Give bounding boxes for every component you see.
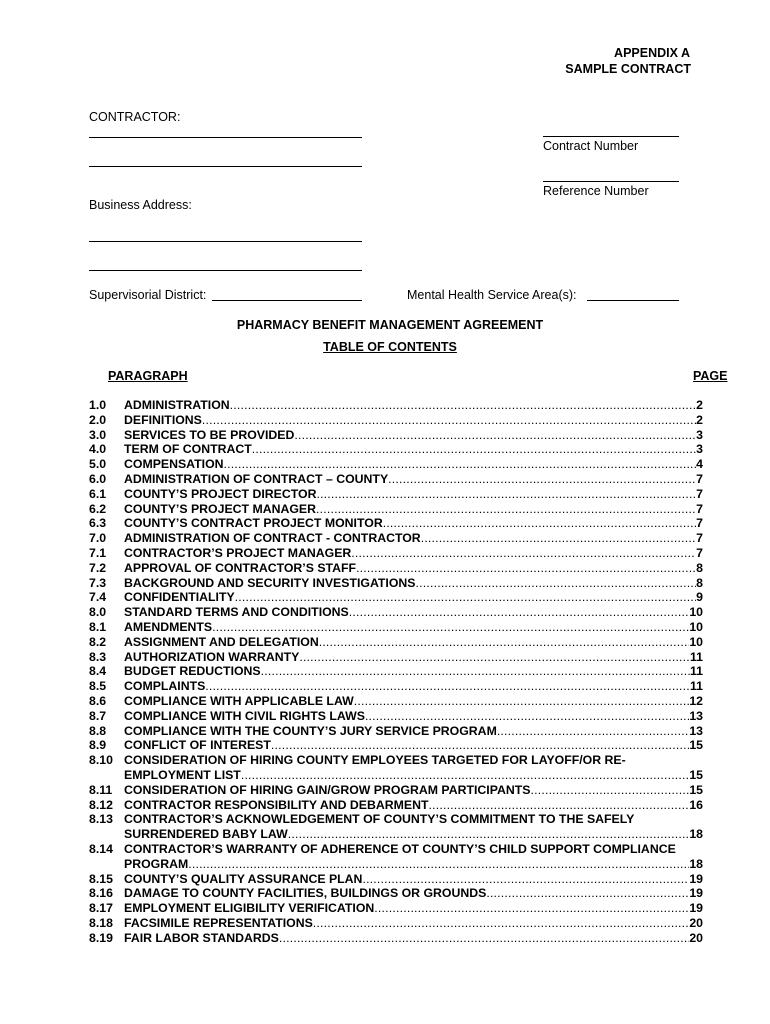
toc-entry-body [124, 413, 703, 428]
toc-entry-body [124, 694, 703, 709]
toc-leader-dots [235, 590, 696, 605]
toc-entry-number: 8.14 [89, 841, 113, 856]
toc-row [89, 413, 703, 428]
toc-entry-number: 8.15 [89, 871, 113, 886]
toc-entry[interactable] [89, 783, 703, 798]
document-subtitle: SAMPLE CONTRACT [565, 62, 691, 76]
toc-entry-page: 15 [689, 767, 703, 782]
toc-entry-page: 7 [696, 486, 703, 501]
table-of-contents [89, 398, 703, 945]
toc-leader-dots [313, 916, 690, 931]
toc-entry-page: 8 [696, 575, 703, 590]
contract-number-line[interactable] [543, 136, 679, 137]
toc-entry-page: 10 [689, 605, 703, 620]
toc-entry[interactable] [89, 428, 703, 443]
toc-entry-number: 6.1 [89, 486, 107, 501]
toc-entry-number: 7.0 [89, 531, 107, 546]
toc-row [89, 916, 703, 931]
toc-entry-body [124, 709, 703, 724]
toc-entry-page: 18 [689, 856, 703, 871]
toc-row [89, 620, 703, 635]
toc-entry-number: 8.3 [89, 649, 107, 664]
toc-entry-body [124, 531, 703, 546]
toc-entry-number: 8.13 [89, 812, 113, 827]
toc-entry-body [124, 783, 703, 798]
agreement-title: PHARMACY BENEFIT MANAGEMENT AGREEMENT [236, 318, 544, 332]
toc-leader-dots [374, 901, 689, 916]
toc-entry-title: EMPLOYMENT ELIGIBILITY VERIFICATION [124, 901, 375, 916]
toc-row [89, 635, 703, 650]
toc-entry-page: 11 [690, 679, 703, 694]
toc-title: TABLE OF CONTENTS [323, 340, 457, 354]
toc-entry[interactable] [89, 457, 703, 472]
toc-entry-title: CONSIDERATION OF HIRING COUNTY EMPLOYEES TARGETED FOR LAYOFF/OR RE- [124, 753, 626, 768]
toc-entry-body [124, 664, 703, 679]
toc-entry[interactable] [89, 487, 703, 502]
toc-entry-title: BUDGET REDUCTIONS [124, 664, 261, 679]
toc-row [89, 694, 703, 709]
toc-entry-title: AUTHORIZATION WARRANTY [124, 649, 300, 664]
toc-entry-title: COUNTY’S QUALITY ASSURANCE PLAN [124, 871, 363, 886]
toc-entry-title: ASSIGNMENT AND DELEGATION [124, 634, 319, 649]
toc-entry[interactable] [89, 472, 703, 487]
toc-entry-body [124, 457, 703, 472]
toc-leader-dots [530, 783, 689, 798]
toc-entry-number: 8.19 [89, 930, 113, 945]
toc-row [89, 428, 703, 443]
toc-entry-body [124, 635, 703, 650]
toc-entry-number: 2.0 [89, 412, 107, 427]
toc-entry[interactable] [89, 916, 703, 931]
toc-entry-body [124, 857, 703, 872]
reference-number-line[interactable] [543, 181, 679, 182]
toc-entry-title: COMPENSATION [124, 457, 224, 472]
toc-row [89, 605, 703, 620]
toc-leader-dots [261, 664, 690, 679]
toc-row [89, 812, 703, 827]
toc-entry-title: CONTRACTOR RESPONSIBILITY AND DEBARMENT [124, 797, 429, 812]
paragraph-column-header: PARAGRAPH [108, 369, 188, 383]
toc-entry-page: 19 [689, 901, 703, 916]
toc-leader-dots [288, 827, 690, 842]
toc-leader-dots [316, 487, 696, 502]
toc-entry[interactable] [89, 738, 703, 753]
toc-leader-dots [299, 650, 690, 665]
toc-entry-page: 20 [689, 915, 703, 930]
toc-entry-number: 8.18 [89, 915, 113, 930]
toc-entry-number: 7.4 [89, 590, 107, 605]
toc-entry-body [124, 798, 703, 813]
toc-entry[interactable] [89, 590, 703, 605]
toc-leader-dots [351, 546, 696, 561]
toc-leader-dots [356, 561, 696, 576]
toc-row-continued [89, 768, 703, 783]
toc-entry-number: 8.9 [89, 738, 107, 753]
toc-entry-body [124, 620, 703, 635]
toc-entry[interactable] [89, 576, 703, 591]
toc-entry-title: SERVICES TO BE PROVIDED [124, 427, 295, 442]
toc-row [89, 457, 703, 472]
toc-entry[interactable] [89, 664, 703, 679]
toc-entry-title: COUNTY’S PROJECT MANAGER [124, 501, 316, 516]
toc-entry-body [124, 901, 703, 916]
toc-row [89, 472, 703, 487]
supervisorial-district-label: Supervisorial District: [89, 288, 207, 302]
toc-entry-title: FAIR LABOR STANDARDS [124, 930, 279, 945]
toc-leader-dots [383, 516, 696, 531]
toc-entry[interactable] [89, 694, 703, 709]
toc-entry[interactable] [89, 620, 703, 635]
toc-leader-dots [388, 472, 696, 487]
toc-leader-dots [271, 738, 689, 753]
toc-entry-body [124, 768, 703, 783]
toc-entry-title: FACSIMILE REPRESENTATIONS [124, 915, 313, 930]
toc-entry-body [124, 679, 703, 694]
mental-health-area-label: Mental Health Service Area(s): [407, 288, 577, 302]
toc-entry-body [124, 827, 703, 842]
toc-row [89, 531, 703, 546]
toc-entry-body [124, 724, 703, 739]
toc-entry-title: CONSIDERATION OF HIRING GAIN/GROW PROGRAM PARTICIPANTS [124, 782, 531, 797]
toc-entry-body [124, 398, 703, 413]
toc-entry-number: 8.17 [89, 901, 113, 916]
toc-row [89, 516, 703, 531]
toc-row [89, 709, 703, 724]
toc-entry-title: ADMINISTRATION [124, 398, 230, 412]
toc-entry[interactable] [89, 679, 703, 694]
toc-entry-title: BACKGROUND AND SECURITY INVESTIGATIONS [124, 575, 416, 590]
toc-leader-dots [230, 398, 697, 413]
toc-leader-dots [294, 428, 696, 443]
toc-entry-title: TERM OF CONTRACT [124, 442, 252, 457]
toc-entry-page: 8 [696, 560, 703, 575]
toc-entry-number: 1.0 [89, 398, 107, 412]
toc-row [89, 561, 703, 576]
toc-entry-title: COUNTY’S CONTRACT PROJECT MONITOR [124, 516, 383, 531]
toc-entry-page: 10 [689, 634, 703, 649]
toc-entry[interactable] [89, 531, 703, 546]
toc-row [89, 798, 703, 813]
toc-entry[interactable] [89, 812, 703, 842]
toc-row-continued [89, 827, 703, 842]
toc-entry-body [124, 812, 703, 827]
toc-entry-number: 8.10 [89, 753, 113, 768]
toc-entry-page: 11 [690, 664, 703, 679]
business-address-label: Business Address: [89, 198, 192, 212]
toc-row [89, 783, 703, 798]
business-address-line-2[interactable] [89, 270, 362, 271]
toc-entry-title: COMPLIANCE WITH THE COUNTY’S JURY SERVICE PROGRAM [124, 723, 497, 738]
toc-entry[interactable] [89, 709, 703, 724]
toc-entry-title: STANDARD TERMS AND CONDITIONS [124, 605, 349, 620]
toc-entry[interactable] [89, 650, 703, 665]
toc-row [89, 664, 703, 679]
contract-number-label: Contract Number [543, 139, 639, 153]
toc-entry-body [124, 576, 703, 591]
toc-entry-number: 5.0 [89, 457, 107, 472]
toc-entry-body [124, 590, 703, 605]
toc-leader-dots [319, 635, 690, 650]
toc-entry-page: 19 [689, 886, 703, 901]
toc-entry[interactable] [89, 931, 703, 946]
toc-leader-dots [212, 620, 689, 635]
toc-row [89, 738, 703, 753]
reference-number-label: Reference Number [543, 184, 649, 198]
toc-leader-dots [497, 724, 690, 739]
toc-entry-number: 3.0 [89, 427, 107, 442]
toc-entry[interactable] [89, 753, 703, 783]
toc-row [89, 442, 703, 457]
toc-entry-number: 6.0 [89, 471, 107, 486]
toc-entry-page: 3 [696, 442, 703, 457]
toc-leader-dots [188, 857, 689, 872]
appendix-label: APPENDIX A [614, 46, 690, 60]
toc-row [89, 872, 703, 887]
toc-entry-title: APPROVAL OF CONTRACTOR’S STAFF [124, 560, 357, 575]
toc-row [89, 398, 703, 413]
toc-entry-title: ADMINISTRATION OF CONTRACT – COUNTY [124, 471, 389, 486]
toc-entry-page: 16 [689, 797, 703, 812]
toc-row-continued [89, 857, 703, 872]
toc-entry-body [124, 472, 703, 487]
toc-entry-page: 10 [689, 619, 703, 634]
toc-entry-page: 7 [696, 516, 703, 531]
toc-entry-body [124, 487, 703, 502]
toc-entry[interactable] [89, 605, 703, 620]
toc-leader-dots [241, 768, 689, 783]
toc-entry-page: 19 [689, 871, 703, 886]
toc-entry-body [124, 561, 703, 576]
toc-leader-dots [224, 457, 697, 472]
toc-entry-body [124, 872, 703, 887]
toc-leader-dots [349, 605, 690, 620]
toc-entry-page: 15 [689, 738, 703, 753]
toc-leader-dots [316, 502, 696, 517]
toc-entry-body [124, 546, 703, 561]
toc-entry-page: 15 [689, 782, 703, 797]
toc-entry-title: CONTRACTOR’S ACKNOWLEDGEMENT OF COUNTY’S COMMITMENT TO THE SAFELY [124, 812, 635, 827]
toc-entry-number: 8.4 [89, 664, 107, 679]
toc-leader-dots [362, 872, 689, 887]
toc-leader-dots [365, 709, 689, 724]
toc-entry-number: 8.12 [89, 797, 113, 812]
toc-entry-page: 7 [696, 545, 703, 560]
toc-entry[interactable] [89, 901, 703, 916]
page-column-header: PAGE [693, 369, 728, 383]
toc-entry-title: COMPLIANCE WITH CIVIL RIGHTS LAWS [124, 708, 365, 723]
toc-entry-page: 3 [696, 427, 703, 442]
toc-entry-title: ADMINISTRATION OF CONTRACT - CONTRACTOR [124, 531, 421, 546]
toc-row [89, 650, 703, 665]
toc-entry-title: COMPLAINTS [124, 679, 206, 694]
toc-entry[interactable] [89, 635, 703, 650]
toc-entry-number: 6.2 [89, 501, 107, 516]
toc-entry[interactable] [89, 724, 703, 739]
toc-entry-number: 8.8 [89, 723, 107, 738]
toc-entry-page: 4 [696, 457, 703, 472]
toc-entry-title: AMENDMENTS [124, 619, 213, 634]
toc-entry-number: 4.0 [89, 442, 107, 457]
toc-entry-title: CONTRACTOR’S WARRANTY OF ADHERENCE OT COUNTY’S CHILD SUPPORT COMPLIANCE [124, 841, 676, 856]
mental-health-area-line[interactable] [587, 300, 679, 301]
toc-entry-number: 8.11 [89, 782, 113, 797]
toc-entry[interactable] [89, 442, 703, 457]
toc-entry-title: CONTRACTOR’S PROJECT MANAGER [124, 545, 352, 560]
toc-row [89, 546, 703, 561]
toc-row [89, 931, 703, 946]
toc-entry-title: COMPLIANCE WITH APPLICABLE LAW [124, 693, 354, 708]
toc-entry-body [124, 428, 703, 443]
toc-entry-body [124, 738, 703, 753]
toc-entry[interactable] [89, 561, 703, 576]
toc-row [89, 679, 703, 694]
business-address-line-1[interactable] [89, 241, 362, 242]
toc-entry-page: 20 [689, 930, 703, 945]
toc-entry-body [124, 842, 703, 857]
toc-entry-page: 7 [696, 501, 703, 516]
toc-row [89, 576, 703, 591]
toc-row [89, 590, 703, 605]
toc-entry-number: 7.3 [89, 575, 107, 590]
toc-entry-page: 18 [689, 827, 703, 842]
toc-entry-number: 6.3 [89, 516, 107, 531]
toc-entry[interactable] [89, 502, 703, 517]
toc-entry-title: CONFIDENTIALITY [124, 590, 235, 605]
toc-entry[interactable] [89, 413, 703, 428]
toc-row [89, 502, 703, 517]
toc-entry-title: CONFLICT OF INTEREST [124, 738, 271, 753]
toc-entry-title-continued: PROGRAM [124, 856, 189, 871]
toc-entry-title: COUNTY’S PROJECT DIRECTOR [124, 486, 317, 501]
toc-entry-number: 8.1 [89, 619, 107, 634]
supervisorial-district-line[interactable] [212, 300, 362, 301]
toc-entry[interactable] [89, 398, 703, 413]
toc-entry-number: 8.7 [89, 708, 107, 723]
toc-row [89, 487, 703, 502]
toc-entry-number: 7.2 [89, 560, 107, 575]
toc-entry-body [124, 916, 703, 931]
toc-entry-body [124, 442, 703, 457]
toc-entry-number: 7.1 [89, 545, 107, 560]
toc-entry-page: 2 [696, 412, 703, 427]
toc-entry[interactable] [89, 798, 703, 813]
toc-entry[interactable] [89, 546, 703, 561]
toc-leader-dots [205, 679, 690, 694]
toc-entry-number: 8.6 [89, 693, 107, 708]
toc-entry-body [124, 931, 703, 946]
toc-entry-body [124, 886, 703, 901]
toc-entry-title-continued: SURRENDERED BABY LAW [124, 827, 288, 842]
toc-leader-dots [354, 694, 690, 709]
toc-leader-dots [421, 531, 696, 546]
toc-entry-body [124, 502, 703, 517]
toc-leader-dots [202, 413, 696, 428]
toc-row [89, 886, 703, 901]
toc-entry-body [124, 753, 703, 768]
toc-leader-dots [428, 798, 689, 813]
toc-entry[interactable] [89, 872, 703, 887]
toc-entry-number: 8.2 [89, 634, 107, 649]
toc-entry-body [124, 650, 703, 665]
toc-entry-page: 12 [689, 693, 703, 708]
toc-entry-number: 8.16 [89, 886, 113, 901]
toc-entry-page: 2 [696, 398, 703, 412]
toc-leader-dots [279, 931, 689, 946]
toc-leader-dots [416, 576, 697, 591]
contractor-label: CONTRACTOR: [89, 110, 181, 124]
contractor-name-line-2[interactable] [89, 166, 362, 167]
toc-entry-page: 7 [696, 471, 703, 486]
toc-row [89, 842, 703, 857]
toc-entry-page: 11 [690, 649, 703, 664]
toc-entry-body [124, 605, 703, 620]
toc-entry[interactable] [89, 516, 703, 531]
toc-entry-title-continued: EMPLOYMENT LIST [124, 767, 241, 782]
toc-entry-page: 13 [689, 723, 703, 738]
toc-entry-body [124, 516, 703, 531]
toc-row [89, 724, 703, 739]
toc-entry-number: 8.5 [89, 679, 107, 694]
toc-entry[interactable] [89, 842, 703, 872]
toc-entry-page: 9 [696, 590, 703, 605]
toc-leader-dots [486, 886, 689, 901]
contractor-name-line-1[interactable] [89, 137, 362, 138]
toc-entry-page: 7 [696, 531, 703, 546]
toc-entry-page: 13 [689, 708, 703, 723]
toc-row [89, 901, 703, 916]
toc-entry-title: DAMAGE TO COUNTY FACILITIES, BUILDINGS OR GROUNDS [124, 886, 487, 901]
toc-leader-dots [252, 442, 696, 457]
toc-entry[interactable] [89, 886, 703, 901]
toc-entry-number: 8.0 [89, 605, 107, 620]
toc-entry-title: DEFINITIONS [124, 412, 202, 427]
toc-row [89, 753, 703, 768]
